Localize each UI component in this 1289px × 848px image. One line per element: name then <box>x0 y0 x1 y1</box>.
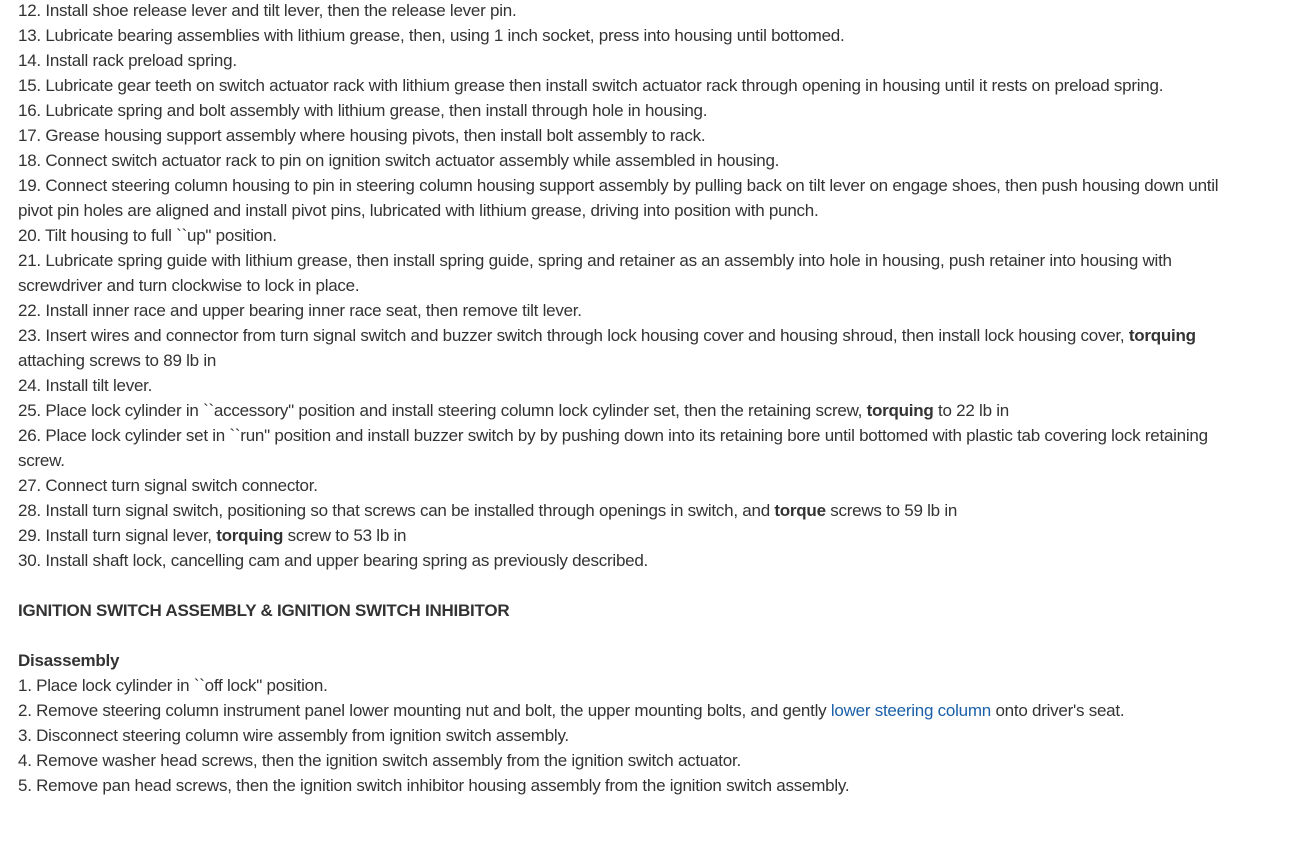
list-item <box>18 123 1243 148</box>
list-item <box>18 248 1243 298</box>
reassembly-steps-list <box>18 0 1243 573</box>
step-text: 26. Place lock cylinder set in ``run" position and install buzzer switch by by pushing down into its retaining bore until bottomed with plastic tab covering lock retaining screw. <box>18 426 1208 470</box>
list-item <box>18 0 1243 23</box>
step-text: 20. Tilt housing to full ``up" position. <box>18 226 277 245</box>
step-text: 24. Install tilt lever. <box>18 376 153 395</box>
list-item <box>18 398 1243 423</box>
list-item <box>18 423 1243 473</box>
step-text: 23. Insert wires and connector from turn signal switch and buzzer switch through lock housing cover and housing shroud, then install lock housing cover, <box>18 326 1129 345</box>
step-text: 29. Install turn signal lever, <box>18 526 217 545</box>
list-item <box>18 173 1243 223</box>
step-text: 5. Remove pan head screws, then the ignition switch inhibitor housing assembly from the ignition switch assembly. <box>18 776 850 795</box>
step-text: 21. Lubricate spring guide with lithium grease, then install spring guide, spring and retainer as an assembly into hole in housing, push retainer into housing with screwdriver and turn clockwise to lock in place. <box>18 251 1172 295</box>
list-item <box>18 673 1243 698</box>
list-item <box>18 373 1243 398</box>
list-item <box>18 73 1243 98</box>
list-item <box>18 23 1243 48</box>
step-text: 25. Place lock cylinder in ``accessory" position and install steering column lock cylinder set, then the retaining screw, <box>18 401 867 420</box>
list-item <box>18 773 1243 798</box>
list-item <box>18 498 1243 523</box>
step-text: 13. Lubricate bearing assemblies with lithium grease, then, using 1 inch socket, press into housing until bottomed. <box>18 26 845 45</box>
step-text: 4. Remove washer head screws, then the ignition switch assembly from the ignition switch actuator. <box>18 751 741 770</box>
step-text: 30. Install shaft lock, cancelling cam and upper bearing spring as previously described. <box>18 551 649 570</box>
bold-term: torquing <box>1128 326 1196 345</box>
spacer <box>18 623 1243 648</box>
step-text: screws to 59 lb in <box>825 501 958 520</box>
list-item <box>18 323 1243 373</box>
list-item <box>18 48 1243 73</box>
step-text: 22. Install inner race and upper bearing inner race seat, then remove tilt lever. <box>18 301 582 320</box>
step-text: 2. Remove steering column instrument panel lower mounting nut and bolt, the upper mounting bolts, and gently <box>18 701 831 720</box>
step-text: onto driver's seat. <box>990 701 1125 720</box>
steering-column-link[interactable]: lower steering column <box>830 701 991 720</box>
step-text: 27. Connect turn signal switch connector. <box>18 476 318 495</box>
spacer <box>18 573 1243 598</box>
list-item <box>18 523 1243 548</box>
step-text: 16. Lubricate spring and bolt assembly with lithium grease, then install through hole in housing. <box>18 101 708 120</box>
step-text: to 22 lb in <box>933 401 1009 420</box>
list-item <box>18 148 1243 173</box>
step-text: 28. Install turn signal switch, positioning so that screws can be installed through openings in switch, and <box>18 501 775 520</box>
bold-term: torquing <box>216 526 284 545</box>
list-item <box>18 98 1243 123</box>
disassembly-steps-list <box>18 673 1243 798</box>
section-heading: IGNITION SWITCH ASSEMBLY & IGNITION SWITCH INHIBITOR <box>18 601 510 620</box>
step-text: 18. Connect switch actuator rack to pin on ignition switch actuator assembly while assembled in housing. <box>18 151 780 170</box>
step-text: screw to 53 lb in <box>283 526 407 545</box>
step-text: 12. Install shoe release lever and tilt lever, then the release lever pin. <box>18 1 517 20</box>
list-item <box>18 223 1243 248</box>
step-text: attaching screws to 89 lb in <box>18 351 217 370</box>
step-text: 15. Lubricate gear teeth on switch actuator rack with lithium grease then install switch actuator rack through opening in housing until it rests on preload spring. <box>18 76 1164 95</box>
step-text: 19. Connect steering column housing to pin in steering column housing support assembly by pulling back on tilt lever on engage shoes, then push housing down until pivot pin holes are aligned and install pivot pins, lubricated with lithium grease, driving into position with punch. <box>18 176 1219 220</box>
list-item <box>18 548 1243 573</box>
step-text: 17. Grease housing support assembly where housing pivots, then install bolt assembly to rack. <box>18 126 706 145</box>
bold-term: torquing <box>866 401 934 420</box>
list-item <box>18 748 1243 773</box>
bold-term: torque <box>774 501 826 520</box>
list-item <box>18 723 1243 748</box>
step-text: 1. Place lock cylinder in ``off lock" position. <box>18 676 328 695</box>
step-text: 3. Disconnect steering column wire assembly from ignition switch assembly. <box>18 726 569 745</box>
list-item <box>18 473 1243 498</box>
list-item <box>18 698 1243 723</box>
subheading-disassembly: Disassembly <box>18 651 120 670</box>
document-body <box>18 0 1243 798</box>
step-text: 14. Install rack preload spring. <box>18 51 237 70</box>
list-item <box>18 298 1243 323</box>
